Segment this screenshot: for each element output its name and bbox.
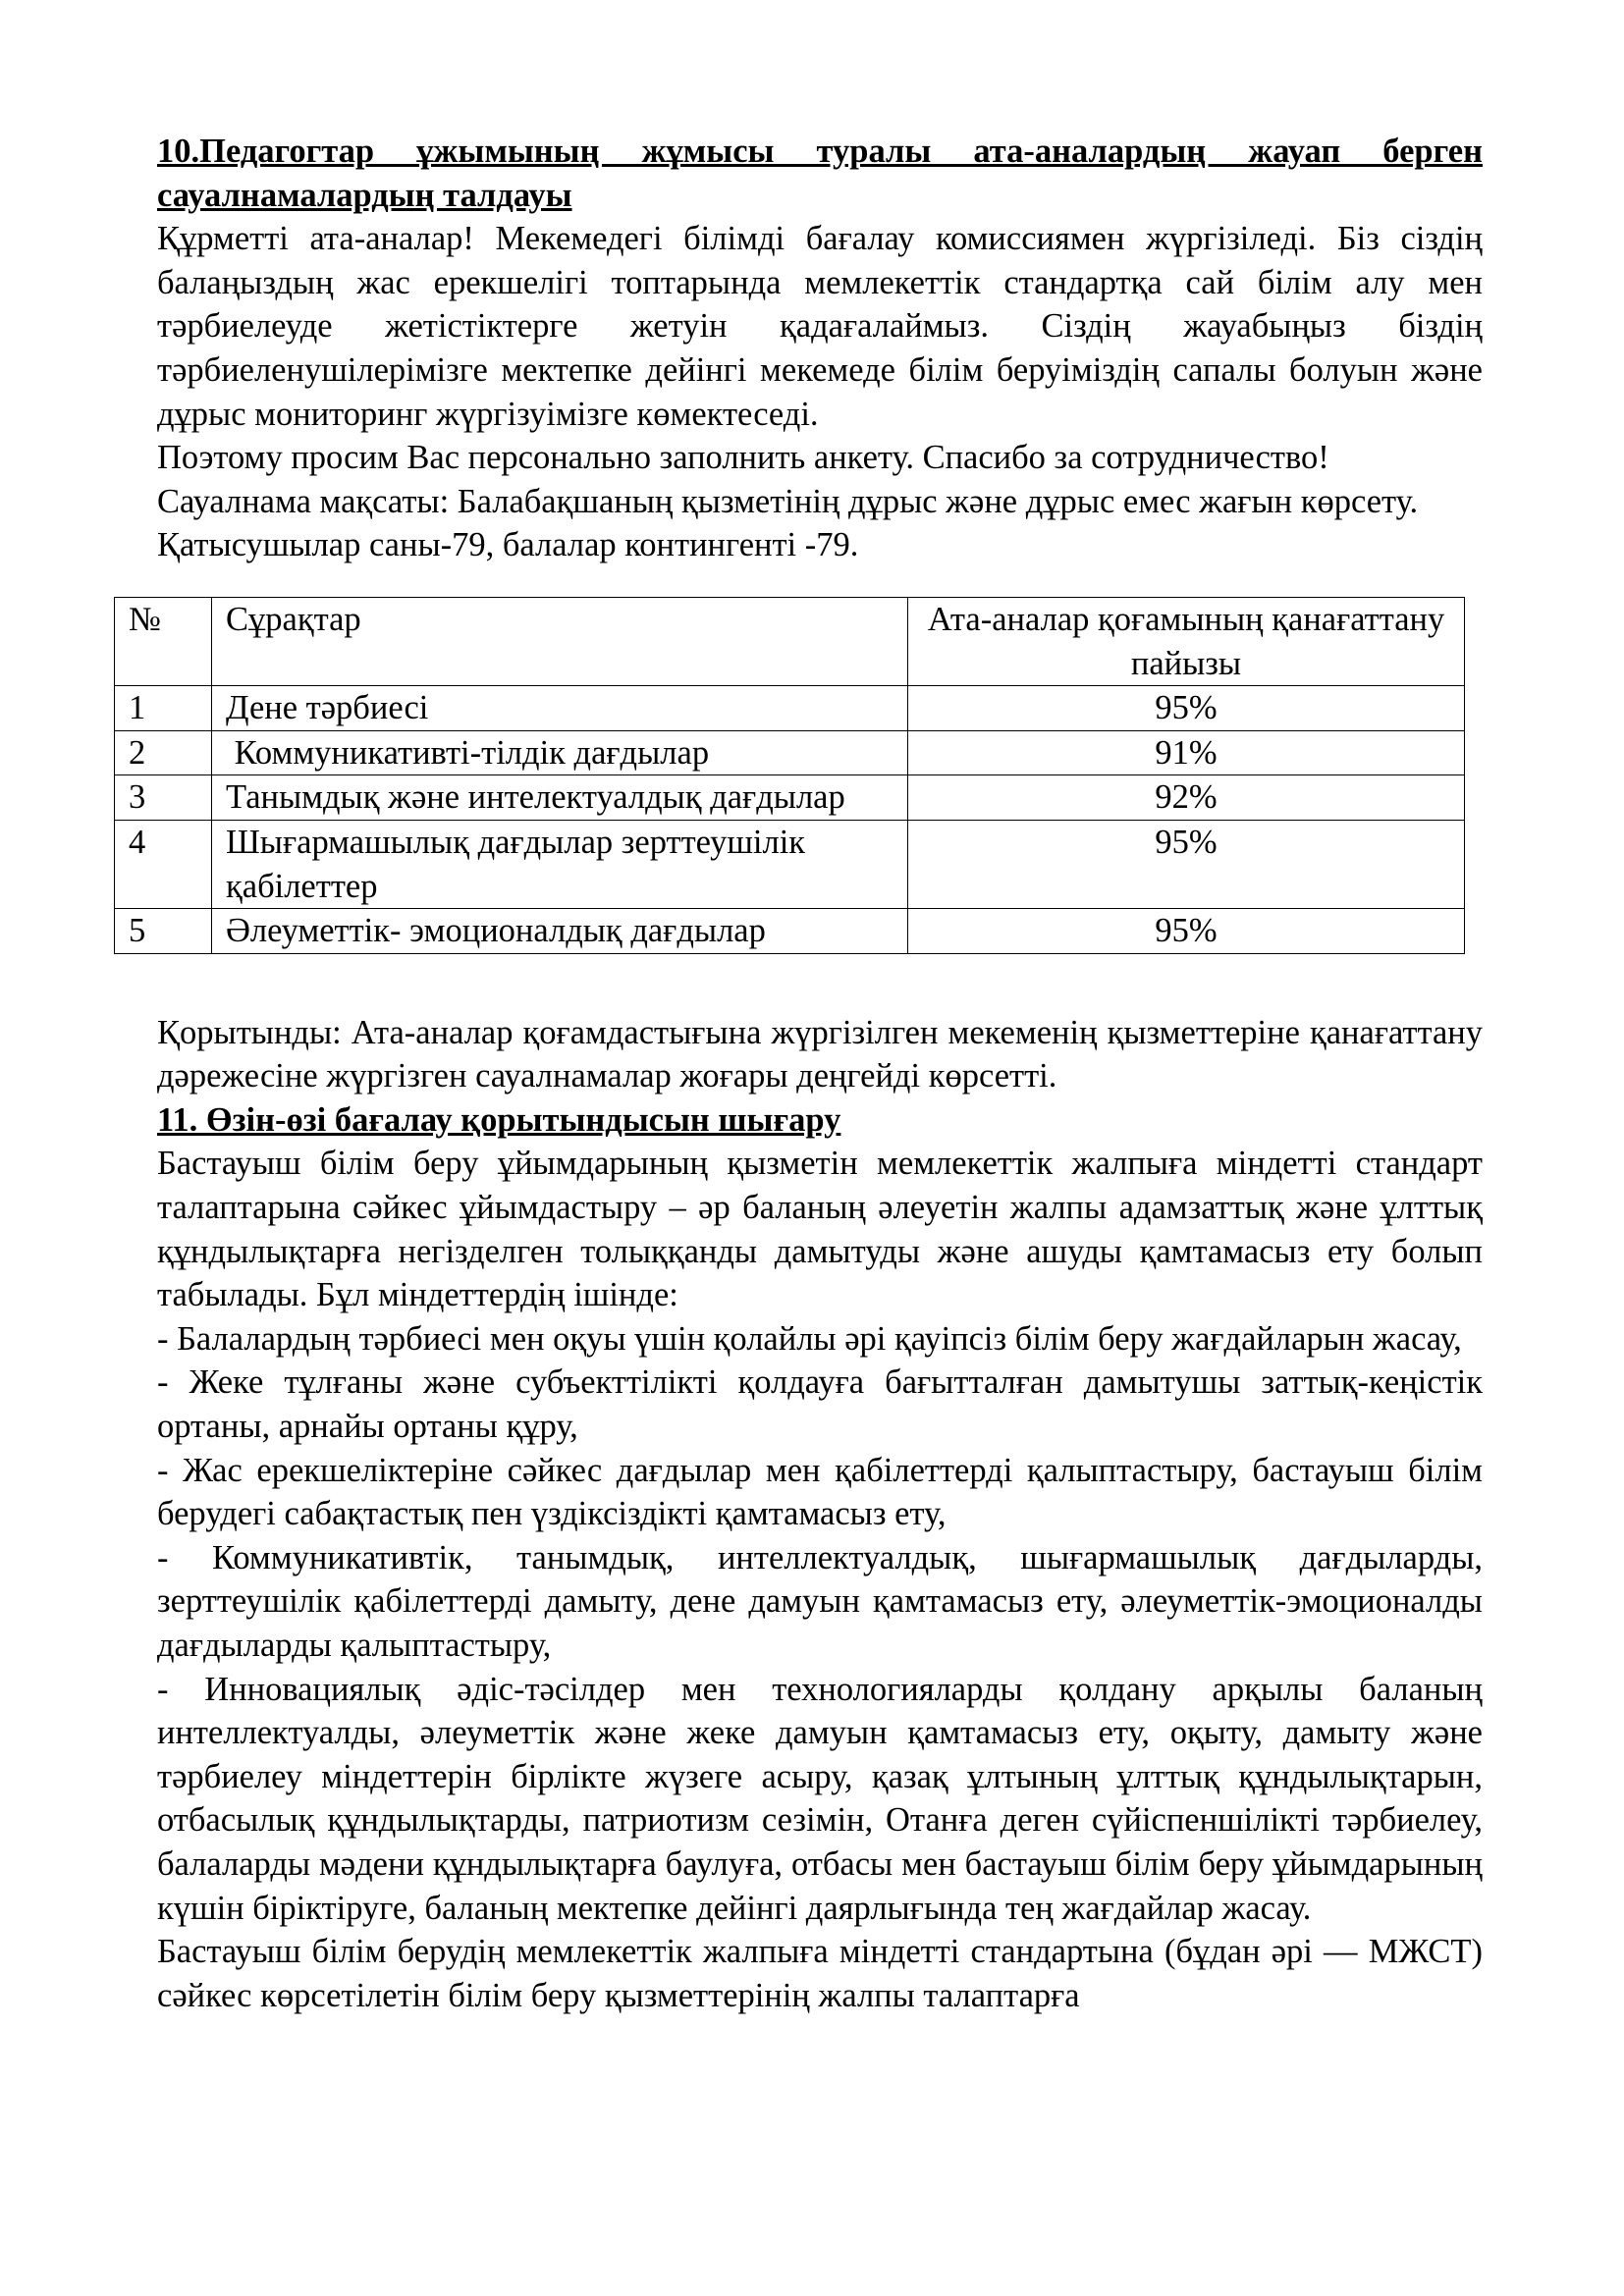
section-10-purpose: Сауалнама мақсаты: Балабақшаның қызметінің дұрыс және дұрыс емес жағын көрсету. [157, 482, 1419, 520]
row-value: 95% [908, 686, 1465, 731]
section-10-request: Поэтому просим Вас персонально заполнить анкету. Спасибо за сотрудничество! [157, 439, 1329, 477]
header-satisfaction-label: Ата-аналар қоғамының қанағаттану пайызы [927, 600, 1445, 682]
section-11-item: - Жас ерекшеліктеріне сәйкес дағдылар мен қабілеттерді қалыптастыру, бастауыш білім берудегі сабақтастық пен үздіксіздікті қамтамасыз ету, [157, 1451, 1483, 1533]
document-page [129, 130, 1483, 2017]
section-11-item: - Коммуникативтік, танымдық, интеллектуалдық, шығармашылық дағдыларды, зерттеушілік қабілеттерді дамыту, дене дамуын қамтамасыз ету, әлеуметтік-эмоционалды дағдыларды қалыптастыру, [157, 1538, 1483, 1664]
row-number: 4 [115, 820, 212, 908]
row-number: 1 [115, 686, 212, 731]
row-question: Танымдық және интелектуалдық дағдылар [212, 775, 908, 821]
header-satisfaction [908, 597, 1465, 685]
row-number: 3 [115, 775, 212, 821]
row-question: Әлеуметтік- эмоционалдық дағдылар [212, 909, 908, 954]
row-question: Дене тәрбиесі [212, 686, 908, 731]
row-question: Коммуникативті-тілдік дағдылар [212, 730, 908, 775]
survey-results-table [114, 597, 1465, 954]
section-11-heading: 11. Өзін-өзі бағалау қорытындысын шығару [157, 1100, 841, 1139]
section-11-last-paragraph: Бастауыш білім берудің мемлекеттік жалпыға міндетті стандартына (бұдан әрі — МЖСТ) сәйкес көрсетілетін білім беру қызметтерінің жалпы талаптарға [157, 1933, 1483, 2014]
table-row [115, 730, 1465, 775]
row-value: 91% [908, 730, 1465, 775]
section-11-paragraph: Бастауыш білім беру ұйымдарының қызметін мемлекеттік жалпыға міндетті стандарт талаптарына сәйкес ұйымдастыру – әр баланың әлеуетін жалпы адамзаттық және ұлттық құндылықтарға негізделген толыққанды дамытуды және ашуды қамтамасыз ету болып табылады. Бұл міндеттердің ішінде: [157, 1145, 1483, 1314]
row-value: 95% [908, 820, 1465, 908]
section-10-participants: Қатысушылар саны-79, балалар контингенті -79. [157, 526, 859, 564]
section-11-item: - Жеке тұлғаны және субъекттілікті қолдауға бағытталған дамытушы заттық-кеңістік ортаны, арнайы ортаны құру, [157, 1363, 1483, 1446]
section-11-item: - Инновациялық әдіс-тәсілдер мен технологияларды қолдану арқылы баланың интеллектуалды, әлеуметтік және жеке дамуын қамтамасыз ету, оқыту, дамыту және тәрбиелеу міндеттерін бірлікте жүзеге асыру, қазақ ұлтының ұлттық құндылықтарын, отбасылық құндылықтарды, патриотизм сезімін, Отанға деген сүйіспеншілікті тәрбиелеу, балаларды мәдени құндылықтарға баулуға, отбасы мен бастауыш білім беру ұйымдарының күшін біріктіруге, баланың мектепке дейінгі даярлығында тең жағдайлар жасау. [157, 1670, 1483, 1927]
table-row [115, 775, 1465, 821]
header-questions: Сұрақтар [212, 597, 908, 685]
row-value: 92% [908, 775, 1465, 821]
conclusion-text: Қорытынды: Ата-аналар қоғамдастығына жүргізілген мекеменің қызметтеріне қанағаттану дәрежесіне жүргізген сауалнамалар жоғары деңгейді көрсетті. [157, 1013, 1483, 1095]
table-row [115, 909, 1465, 954]
table-header-row [115, 597, 1465, 685]
row-number: 5 [115, 909, 212, 954]
row-value: 95% [908, 909, 1465, 954]
section-10-intro: Құрметті ата-аналар! Мекемедегі білімді бағалау комиссиямен жүргізіледі. Біз сіздің балаңыздың жас ерекшелігі топтарында мемлекеттік стандартқа сай білім алу мен тәрбиелеуде жетістіктерге жетуін қадағалаймыз. Сіздің жауабыңыз біздің тәрбиеленушілерімізге мектепке дейінгі мекемеде білім беруіміздің сапалы болуын және дұрыс мониторинг жүргізуімізге көмектеседі. [157, 220, 1483, 433]
section-11-item: - Балалардың тәрбиесі мен оқуы үшін қолайлы әрі қауіпсіз білім беру жағдайларын жасау, [157, 1319, 1462, 1358]
section-10-heading: 10.Педагогтар ұжымының жұмысы туралы ата-аналардың жауап берген сауалнамалардың талдауы [157, 133, 1483, 214]
table-row [115, 820, 1465, 908]
row-number: 2 [115, 730, 212, 775]
header-number: № [115, 597, 212, 685]
table-row [115, 686, 1465, 731]
row-question: Шығармашылық дағдылар зерттеушілік қабілеттер [212, 820, 908, 908]
